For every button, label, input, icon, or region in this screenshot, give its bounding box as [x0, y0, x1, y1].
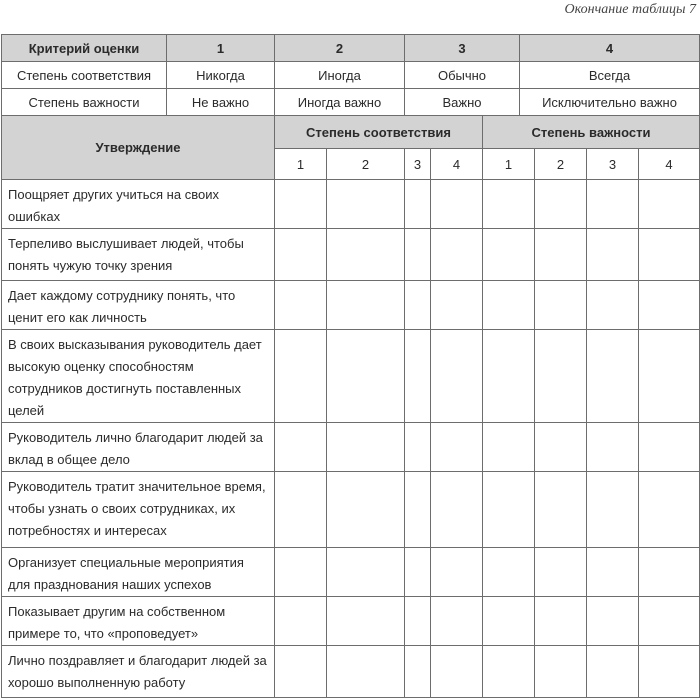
scale-row-label: Критерий оценки	[2, 35, 167, 62]
scale-value: 1	[167, 35, 275, 62]
rating-cell[interactable]	[327, 597, 405, 646]
rating-cell[interactable]	[327, 548, 405, 597]
rating-cell[interactable]	[639, 423, 700, 472]
rating-cell[interactable]	[587, 281, 639, 330]
rating-cell[interactable]	[639, 330, 700, 423]
table-row	[2, 281, 700, 330]
rating-cell[interactable]	[275, 281, 327, 330]
rating-cell[interactable]	[327, 229, 405, 281]
rating-cell[interactable]	[483, 281, 535, 330]
table-row	[2, 229, 700, 281]
rating-cell[interactable]	[483, 180, 535, 229]
rating-cell[interactable]	[405, 548, 431, 597]
statement-text: Показывает другим на собственном примере то, что «проповедует»	[2, 597, 275, 646]
rating-cell[interactable]	[405, 423, 431, 472]
scale-value: 3	[405, 35, 520, 62]
group-header-importance: Степень важности	[483, 116, 700, 149]
rating-cell[interactable]	[483, 548, 535, 597]
rating-cell[interactable]	[587, 423, 639, 472]
statement-rows	[2, 180, 700, 698]
rating-cell[interactable]	[431, 597, 483, 646]
rating-cell[interactable]	[275, 597, 327, 646]
rating-cell[interactable]	[639, 281, 700, 330]
rating-cell[interactable]	[431, 281, 483, 330]
scale-legend	[2, 35, 700, 116]
rating-cell[interactable]	[587, 597, 639, 646]
scale-value: Не важно	[167, 89, 275, 116]
statement-text: Терпеливо выслушивает людей, чтобы понять чужую точку зрения	[2, 229, 275, 281]
scale-number: 2	[327, 149, 405, 180]
rating-cell[interactable]	[431, 548, 483, 597]
table-caption: Окончание таблицы 7	[564, 2, 696, 17]
statements-section	[2, 116, 700, 180]
rating-cell[interactable]	[483, 472, 535, 548]
table-row	[2, 330, 700, 423]
table-row	[2, 646, 700, 698]
rating-cell[interactable]	[327, 180, 405, 229]
rating-cell[interactable]	[587, 180, 639, 229]
table-row	[2, 548, 700, 597]
rating-cell[interactable]	[431, 229, 483, 281]
scale-number: 1	[275, 149, 327, 180]
statement-text: Руководитель лично благодарит людей за вклад в общее дело	[2, 423, 275, 472]
rating-cell[interactable]	[535, 548, 587, 597]
rating-cell[interactable]	[405, 281, 431, 330]
scale-row-compliance	[2, 62, 700, 89]
scale-number: 3	[405, 149, 431, 180]
scale-value: 2	[275, 35, 405, 62]
group-header-row	[2, 116, 700, 149]
rating-cell[interactable]	[587, 229, 639, 281]
assessment-table	[1, 34, 700, 698]
scale-value: Всегда	[520, 62, 700, 89]
scale-row-criterion	[2, 35, 700, 62]
rating-cell[interactable]	[275, 472, 327, 548]
rating-cell[interactable]	[587, 646, 639, 698]
rating-cell[interactable]	[327, 330, 405, 423]
rating-cell[interactable]	[275, 423, 327, 472]
rating-cell[interactable]	[431, 472, 483, 548]
rating-cell[interactable]	[639, 548, 700, 597]
rating-cell[interactable]	[639, 472, 700, 548]
rating-cell[interactable]	[405, 229, 431, 281]
rating-cell[interactable]	[327, 281, 405, 330]
rating-cell[interactable]	[275, 180, 327, 229]
statement-header: Утверждение	[2, 116, 275, 180]
rating-cell[interactable]	[535, 281, 587, 330]
rating-cell[interactable]	[275, 646, 327, 698]
table-row	[2, 472, 700, 548]
rating-cell[interactable]	[405, 472, 431, 548]
scale-row-label: Степень важности	[2, 89, 167, 116]
rating-cell[interactable]	[405, 597, 431, 646]
scale-row-label: Степень соответствия	[2, 62, 167, 89]
rating-cell[interactable]	[535, 423, 587, 472]
rating-cell[interactable]	[405, 330, 431, 423]
rating-cell[interactable]	[275, 548, 327, 597]
scale-number: 3	[587, 149, 639, 180]
scale-value: Иногда важно	[275, 89, 405, 116]
rating-cell[interactable]	[483, 646, 535, 698]
scale-value: Обычно	[405, 62, 520, 89]
rating-cell[interactable]	[587, 548, 639, 597]
rating-cell[interactable]	[587, 472, 639, 548]
rating-cell[interactable]	[327, 472, 405, 548]
rating-cell[interactable]	[327, 423, 405, 472]
rating-cell[interactable]	[431, 330, 483, 423]
rating-cell[interactable]	[327, 646, 405, 698]
table-row	[2, 597, 700, 646]
rating-cell[interactable]	[639, 597, 700, 646]
statement-text: Поощряет других учиться на своих ошибках	[2, 180, 275, 229]
rating-cell[interactable]	[431, 180, 483, 229]
rating-cell[interactable]	[275, 330, 327, 423]
scale-number: 2	[535, 149, 587, 180]
rating-cell[interactable]	[535, 597, 587, 646]
rating-cell[interactable]	[483, 229, 535, 281]
statement-text: Руководитель тратит значительное время, чтобы узнать о своих сотрудниках, их потребностях и интересах	[2, 472, 275, 548]
scale-value: Никогда	[167, 62, 275, 89]
scale-number: 1	[483, 149, 535, 180]
rating-cell[interactable]	[275, 229, 327, 281]
scale-value: 4	[520, 35, 700, 62]
rating-cell[interactable]	[535, 180, 587, 229]
rating-cell[interactable]	[639, 646, 700, 698]
statement-text: В своих высказывания руководитель дает высокую оценку способностям сотрудников достигнуть поставленных целей	[2, 330, 275, 423]
rating-cell[interactable]	[535, 472, 587, 548]
rating-cell[interactable]	[639, 229, 700, 281]
scale-number: 4	[431, 149, 483, 180]
rating-cell[interactable]	[639, 180, 700, 229]
rating-cell[interactable]	[405, 180, 431, 229]
statement-text: Организует специальные мероприятия для празднования наших успехов	[2, 548, 275, 597]
table-row	[2, 423, 700, 472]
rating-cell[interactable]	[535, 229, 587, 281]
rating-cell[interactable]	[405, 646, 431, 698]
rating-cell[interactable]	[535, 330, 587, 423]
scale-value: Иногда	[275, 62, 405, 89]
rating-cell[interactable]	[587, 330, 639, 423]
rating-cell[interactable]	[483, 330, 535, 423]
scale-value: Важно	[405, 89, 520, 116]
scale-row-importance	[2, 89, 700, 116]
scale-number: 4	[639, 149, 700, 180]
rating-cell[interactable]	[431, 646, 483, 698]
scale-value: Исключительно важно	[520, 89, 700, 116]
table-row	[2, 180, 700, 229]
statement-text: Дает каждому сотруднику понять, что ценит его как личность	[2, 281, 275, 330]
rating-cell[interactable]	[431, 423, 483, 472]
rating-cell[interactable]	[535, 646, 587, 698]
rating-cell[interactable]	[483, 423, 535, 472]
group-header-compliance: Степень соответствия	[275, 116, 483, 149]
rating-cell[interactable]	[483, 597, 535, 646]
statement-text: Лично поздравляет и благодарит людей за хорошо выполненную работу	[2, 646, 275, 698]
